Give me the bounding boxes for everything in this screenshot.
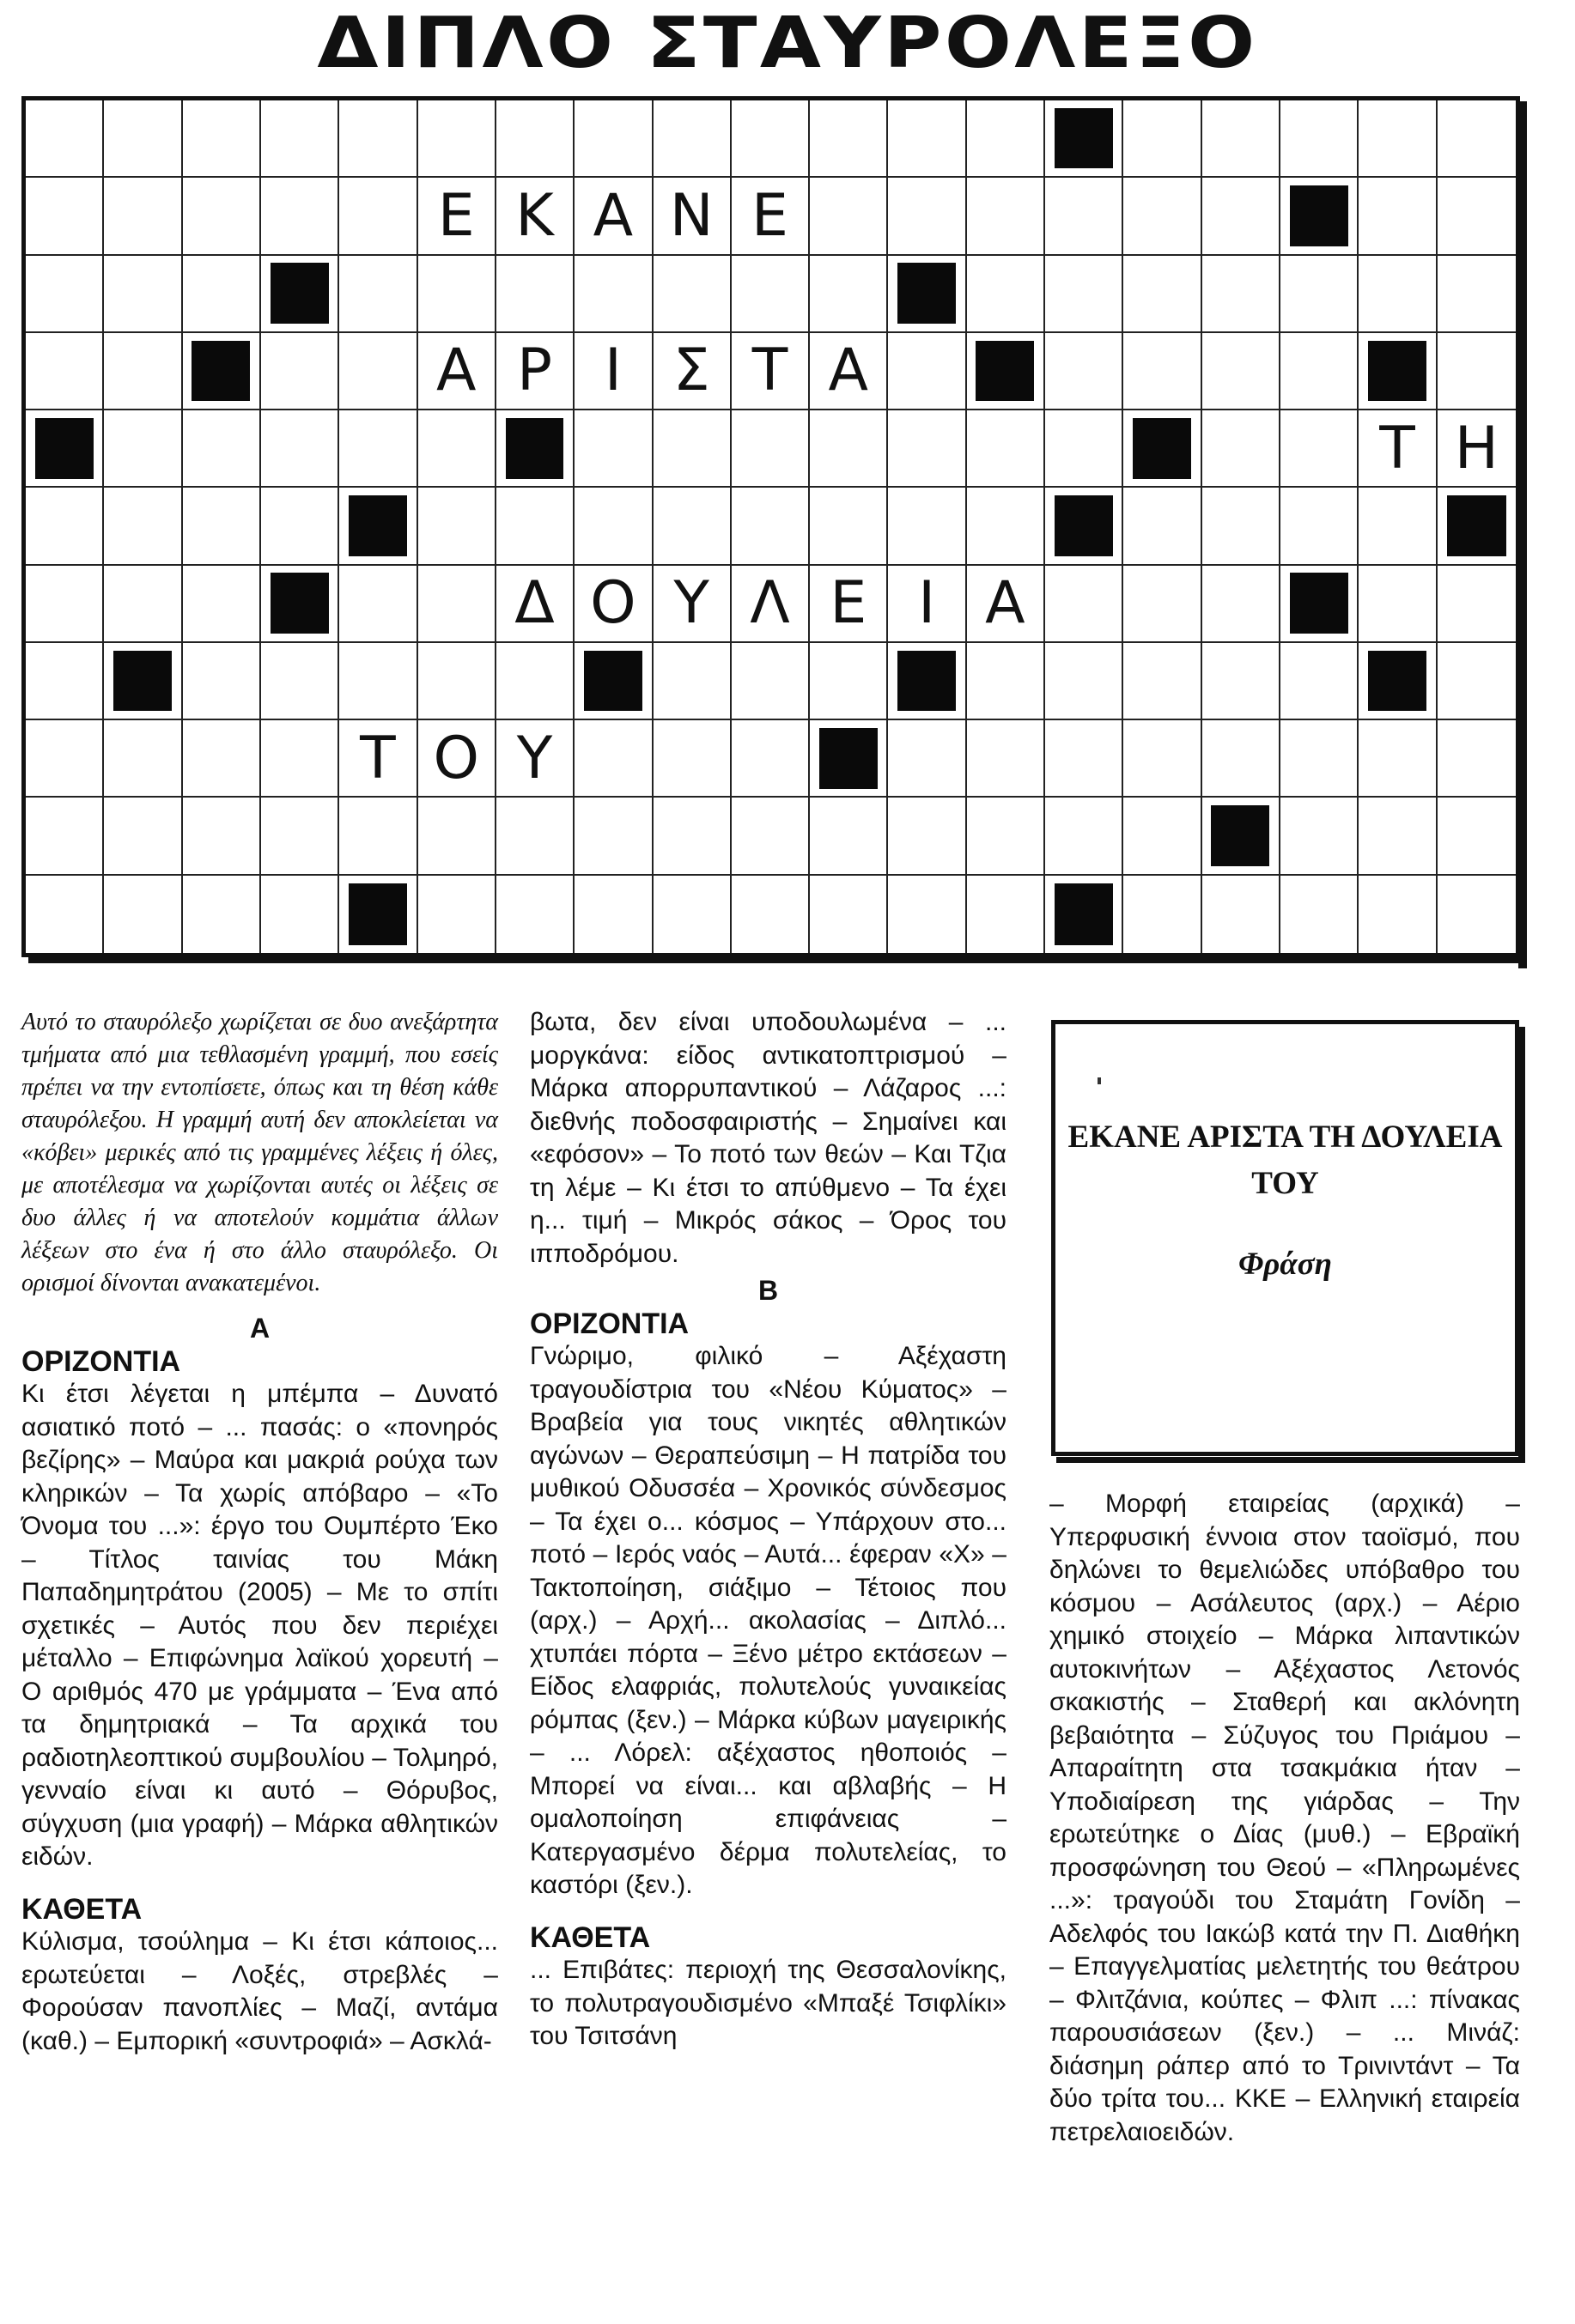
grid-cell bbox=[1123, 720, 1201, 798]
grid-cell bbox=[654, 100, 732, 178]
section-b-label: Β bbox=[757, 1275, 779, 1306]
grid-cell bbox=[888, 876, 966, 953]
grid-cell bbox=[26, 876, 104, 953]
grid-cell bbox=[1045, 256, 1123, 333]
grid-cell bbox=[261, 333, 339, 410]
grid-cell bbox=[1438, 100, 1516, 178]
grid-cell bbox=[104, 798, 182, 875]
grid-cell bbox=[183, 100, 261, 178]
grid-cell bbox=[654, 643, 732, 720]
grid-letter: Δ bbox=[514, 569, 555, 638]
grid-cell bbox=[1202, 100, 1280, 178]
grid-black-cell bbox=[339, 488, 417, 565]
grid-cell bbox=[654, 410, 732, 488]
section-b-vertical-clues: ... Επιβάτες: περιοχή της Θεσσαλονίκης, το πολυτραγουδισμένο «Μπαξέ Τσιφλίκι» του Τσιτσάνη bbox=[530, 1956, 1006, 2050]
grid-cell bbox=[183, 256, 261, 333]
grid-letter: Σ bbox=[672, 337, 710, 405]
grid-cell bbox=[339, 643, 417, 720]
grid-cell bbox=[1280, 410, 1359, 488]
grid-black-cell bbox=[1045, 100, 1123, 178]
grid-cell bbox=[1045, 798, 1123, 875]
grid-cell bbox=[104, 876, 182, 953]
grid-cell bbox=[967, 256, 1045, 333]
grid-cell bbox=[1045, 178, 1123, 255]
grid-black-cell bbox=[1359, 643, 1437, 720]
grid-cell bbox=[1359, 720, 1437, 798]
grid-cell bbox=[575, 178, 653, 255]
grid-cell bbox=[261, 798, 339, 875]
section-b-vertical-title: ΚΑΘΕΤΑ bbox=[530, 1920, 651, 1954]
crossword-grid bbox=[26, 100, 1516, 953]
grid-cell bbox=[1280, 256, 1359, 333]
grid-cell bbox=[1280, 100, 1359, 178]
grid-cell bbox=[418, 488, 496, 565]
grid-cell bbox=[1123, 488, 1201, 565]
grid-cell bbox=[1045, 566, 1123, 643]
section-a-label: Α bbox=[249, 1313, 271, 1344]
grid-cell bbox=[261, 720, 339, 798]
grid-cell bbox=[496, 720, 575, 798]
grid-cell bbox=[967, 643, 1045, 720]
col3-clues: – Μορφή εταιρείας (αρχικά) – Υπερφυσική έννοια στον ταοϊσμό, που δηλώνει το θεμελιώδες υπόβαθρο του κόσμου – Ασάλευτος (αρχ.) – Αέριο χημικό στοιχείο – Μάρκα λιπαντικών αυτοκινήτων – Αξέχαστος Λετονός σκακιστής – Σταθερή και ακλόνητη βεβαιότητα – Σύζυγος του Πριάμου – Απαραίτητη στα τσακμάκια ήταν – Υποδιαίρεση της γιάρδας – Την ερωτεύτηκε ο Δίας (μυθ.) – Εβραϊκή προσφώνηση του Θεού – «Πληρωμένες ...»: τραγούδι του Σταμάτη Γονίδη – Αδελφός του Ιακώβ κατά την Π. Διαθήκη – Επαγγελματίας μελετητής του θεάτρου – Φλιτζάνια, κούπες – Φλιπ ...: πίνακας παρουσιάσεων (ξεν.) – ... Μινάζ: διάσημη ράπερ από το Τρινιντάντ – Τα δύο τρίτα του... ΚΚΕ – Ελληνική εταιρεία πετρελαιοειδών. bbox=[1049, 1490, 1520, 2146]
grid-cell bbox=[1202, 256, 1280, 333]
grid-cell bbox=[732, 643, 810, 720]
grid-cell bbox=[1359, 798, 1437, 875]
grid-letter: Τ bbox=[751, 337, 788, 405]
grid-black-cell bbox=[183, 333, 261, 410]
grid-cell bbox=[1045, 333, 1123, 410]
grid-letter: Ν bbox=[669, 181, 714, 250]
column-3 bbox=[1049, 1488, 1520, 2149]
grid-cell bbox=[575, 488, 653, 565]
grid-black-cell bbox=[888, 256, 966, 333]
grid-cell bbox=[261, 410, 339, 488]
grid-cell bbox=[888, 488, 966, 565]
grid-cell bbox=[1202, 488, 1280, 565]
grid-cell bbox=[418, 178, 496, 255]
grid-cell bbox=[104, 410, 182, 488]
grid-cell bbox=[732, 256, 810, 333]
grid-cell bbox=[654, 798, 732, 875]
grid-cell bbox=[810, 256, 888, 333]
grid-cell bbox=[418, 410, 496, 488]
grid-cell bbox=[810, 410, 888, 488]
grid-cell bbox=[496, 256, 575, 333]
grid-cell bbox=[339, 410, 417, 488]
grid-cell bbox=[183, 566, 261, 643]
grid-cell bbox=[1280, 798, 1359, 875]
grid-cell bbox=[1123, 566, 1201, 643]
grid-cell bbox=[261, 876, 339, 953]
grid-cell bbox=[183, 488, 261, 565]
grid-cell bbox=[418, 720, 496, 798]
grid-cell bbox=[654, 720, 732, 798]
grid-black-cell bbox=[104, 643, 182, 720]
grid-cell bbox=[26, 100, 104, 178]
grid-cell bbox=[1359, 256, 1437, 333]
grid-cell bbox=[967, 798, 1045, 875]
grid-cell bbox=[183, 410, 261, 488]
grid-black-cell bbox=[1045, 876, 1123, 953]
grid-cell bbox=[104, 178, 182, 255]
grid-cell bbox=[1359, 876, 1437, 953]
grid-cell bbox=[1280, 643, 1359, 720]
grid-black-cell bbox=[1045, 488, 1123, 565]
grid-cell bbox=[1280, 720, 1359, 798]
grid-cell bbox=[418, 100, 496, 178]
grid-black-cell bbox=[967, 333, 1045, 410]
grid-cell bbox=[339, 100, 417, 178]
grid-letter: Ρ bbox=[517, 337, 553, 405]
grid-black-cell bbox=[1202, 798, 1280, 875]
grid-cell bbox=[26, 488, 104, 565]
grid-cell bbox=[183, 876, 261, 953]
grid-cell bbox=[496, 643, 575, 720]
grid-cell bbox=[261, 178, 339, 255]
grid-cell bbox=[418, 333, 496, 410]
grid-cell bbox=[810, 798, 888, 875]
grid-cell bbox=[261, 643, 339, 720]
grid-cell bbox=[967, 178, 1045, 255]
grid-letter: Ο bbox=[433, 724, 479, 792]
grid-cell bbox=[575, 333, 653, 410]
grid-cell bbox=[418, 876, 496, 953]
grid-cell bbox=[888, 798, 966, 875]
grid-cell bbox=[1359, 488, 1437, 565]
col2-continued-clues: βωτα, δεν είναι υποδουλωμένα – ... μοργκάνα: είδος αντικατοπτρισμού – Μάρκα απορρυπαντικού – Λάζαρος ...: διεθνής ποδοσφαιριστής – Σημαίνει και «εφόσον» – Το ποτό των θεών – Και Τζια τη λέμε – Κι έτσι το απύθμενο – Τα έχει η... τιμή – Μικρός σάκος – Όρος του ιπποδρόμου. bbox=[530, 1008, 1006, 1268]
grid-black-cell bbox=[1280, 178, 1359, 255]
grid-cell bbox=[654, 333, 732, 410]
grid-cell bbox=[1045, 410, 1123, 488]
grid-cell bbox=[732, 100, 810, 178]
grid-cell bbox=[810, 100, 888, 178]
answer-box-shadow bbox=[1518, 1027, 1525, 1461]
grid-cell bbox=[732, 488, 810, 565]
grid-cell bbox=[339, 333, 417, 410]
grid-black-cell bbox=[1280, 566, 1359, 643]
grid-cell bbox=[1202, 566, 1280, 643]
grid-cell bbox=[575, 798, 653, 875]
grid-cell bbox=[496, 178, 575, 255]
grid-cell bbox=[575, 720, 653, 798]
grid-cell bbox=[104, 720, 182, 798]
grid-cell bbox=[1359, 100, 1437, 178]
grid-cell bbox=[654, 488, 732, 565]
grid-cell bbox=[1202, 876, 1280, 953]
grid-letter: Υ bbox=[516, 724, 553, 792]
grid-cell bbox=[104, 100, 182, 178]
grid-cell bbox=[732, 720, 810, 798]
grid-letter: Κ bbox=[515, 181, 554, 250]
grid-cell bbox=[575, 876, 653, 953]
grid-cell bbox=[418, 643, 496, 720]
grid-cell bbox=[654, 178, 732, 255]
grid-cell bbox=[575, 256, 653, 333]
grid-cell bbox=[1438, 876, 1516, 953]
grid-cell bbox=[418, 256, 496, 333]
grid-cell bbox=[1202, 643, 1280, 720]
grid-letter: Ε bbox=[830, 569, 867, 638]
grid-black-cell bbox=[339, 876, 417, 953]
grid-cell bbox=[1438, 798, 1516, 875]
grid-cell bbox=[26, 720, 104, 798]
grid-cell bbox=[888, 566, 966, 643]
grid-cell bbox=[810, 566, 888, 643]
grid-cell bbox=[104, 488, 182, 565]
grid-cell bbox=[26, 256, 104, 333]
crossword-grid-frame bbox=[21, 96, 1520, 957]
grid-cell bbox=[1123, 643, 1201, 720]
grid-cell bbox=[104, 566, 182, 643]
grid-cell bbox=[1438, 256, 1516, 333]
grid-cell bbox=[654, 256, 732, 333]
grid-cell bbox=[496, 798, 575, 875]
grid-cell bbox=[26, 566, 104, 643]
grid-cell bbox=[26, 798, 104, 875]
grid-cell bbox=[104, 333, 182, 410]
answer-box-shadow bbox=[1056, 1457, 1525, 1463]
grid-black-cell bbox=[1359, 333, 1437, 410]
grid-cell bbox=[1045, 643, 1123, 720]
grid-cell bbox=[339, 178, 417, 255]
grid-cell bbox=[888, 178, 966, 255]
grid-letter: Τ bbox=[1379, 414, 1415, 482]
grid-cell bbox=[967, 720, 1045, 798]
grid-cell bbox=[183, 720, 261, 798]
grid-letter: Ε bbox=[751, 181, 788, 250]
grid-cell bbox=[1280, 488, 1359, 565]
grid-letter: Ι bbox=[918, 569, 936, 638]
grid-cell bbox=[654, 566, 732, 643]
page-title: ΔΙΠΛΟ ΣΤΑΥΡΟΛΕΞΟ bbox=[317, 3, 1258, 84]
grid-letter: Τ bbox=[360, 724, 396, 792]
grid-cell bbox=[1438, 643, 1516, 720]
grid-black-cell bbox=[261, 256, 339, 333]
grid-black-cell bbox=[496, 410, 575, 488]
grid-letter: Α bbox=[985, 569, 1025, 638]
grid-cell bbox=[810, 178, 888, 255]
grid-cell bbox=[26, 643, 104, 720]
grid-cell bbox=[1438, 720, 1516, 798]
grid-black-cell bbox=[575, 643, 653, 720]
section-a-horizontal-clues: Κι έτσι λέγεται η μπέμπα – Δυνατό ασιατικό ποτό – ... πασάς: ο «πονηρός βεζίρης» – Μαύρα και μακριά ρούχα των κληρικών – Τα χωρίς απόβαρο – «Το Όνομα του ...»: έργο του Ουμπέρτο Έκο – Τίτλος ταινίας του Μάκη Παπαδημητράτου (2005) – Με το σπίτι σχετικές – Αυτός που δεν περιέχει μέταλλο – Επιφώνημα λαϊκού χορευτή – Ο αριθμός 470 με γράμματα – Ένα από τα δημητριακά – Τα αρχικά του ραδιοτηλεοπτικού συμβουλίου – Τολμηρό, γενναίο είναι κι αυτό – Θόρυβος, σύγχυση (μια γραφή) – Μάρκα αθλητικών ειδών. bbox=[21, 1380, 498, 1871]
grid-cell bbox=[810, 333, 888, 410]
grid-cell bbox=[339, 720, 417, 798]
grid-letter: Η bbox=[1454, 414, 1499, 482]
grid-cell bbox=[888, 333, 966, 410]
grid-cell bbox=[26, 333, 104, 410]
grid-cell bbox=[1123, 798, 1201, 875]
grid-cell bbox=[1359, 178, 1437, 255]
grid-cell bbox=[1123, 333, 1201, 410]
grid-letter: Α bbox=[828, 337, 869, 405]
grid-letter: Α bbox=[593, 181, 634, 250]
section-a-vertical-title: ΚΑΘΕΤΑ bbox=[21, 1892, 143, 1926]
grid-cell bbox=[183, 643, 261, 720]
grid-cell bbox=[496, 488, 575, 565]
grid-letter: Ι bbox=[604, 337, 622, 405]
section-a-vertical-clues: Κύλισμα, τσούλημα – Κι έτσι κάποιος... ερωτεύεται – Λοξές, στρεβλές – Φορούσαν πανοπλίες – Μαζί, αντάμα (καθ.) – Εμπορική «συντροφιά» – Ασκλά- bbox=[21, 1927, 498, 2055]
grid-letter: Υ bbox=[673, 569, 709, 638]
grid-cell bbox=[339, 798, 417, 875]
grid-cell bbox=[1438, 410, 1516, 488]
grid-cell bbox=[261, 488, 339, 565]
grid-cell bbox=[183, 798, 261, 875]
answer-type: Φράση bbox=[1238, 1247, 1332, 1282]
column-1 bbox=[21, 1006, 498, 2058]
answer-box bbox=[1051, 1020, 1519, 1456]
grid-cell bbox=[1438, 178, 1516, 255]
grid-black-cell bbox=[810, 720, 888, 798]
grid-cell bbox=[888, 100, 966, 178]
grid-cell bbox=[732, 410, 810, 488]
grid-cell bbox=[1359, 410, 1437, 488]
grid-cell bbox=[1438, 333, 1516, 410]
grid-cell bbox=[732, 566, 810, 643]
grid-cell bbox=[1123, 100, 1201, 178]
ink-mark bbox=[1098, 1077, 1101, 1084]
grid-letter: Α bbox=[435, 337, 477, 405]
grid-black-cell bbox=[26, 410, 104, 488]
grid-cell bbox=[1438, 566, 1516, 643]
grid-cell bbox=[810, 488, 888, 565]
grid-cell bbox=[575, 410, 653, 488]
grid-black-cell bbox=[1123, 410, 1201, 488]
grid-cell bbox=[732, 876, 810, 953]
grid-cell bbox=[339, 566, 417, 643]
grid-cell bbox=[26, 178, 104, 255]
grid-cell bbox=[1045, 720, 1123, 798]
intro-text: Αυτό το σταυρόλεξο χωρίζεται σε δυο ανεξάρτητα τμήματα από μια τεθλασμένη γραμμή, που εσείς πρέπει να την εντοπίσετε, όπως και τη θέση κάθε σταυρόλεξου. Η γραμμή αυτή δεν αποκλείεται να «κόβει» μερικές από τις γραμμένες λέξεις ή όλες, με αποτέλεσμα να χωρίζονται αυτές οι λέξεις σε δυο άλλες ή να αποτελούν κομμάτια άλλων λέξεων στο ένα ή στο άλλο σταυρόλεξο. Οι ορισμοί δίνονται ανακατεμένοι. bbox=[21, 1009, 498, 1296]
grid-cell bbox=[104, 256, 182, 333]
grid-cell bbox=[654, 876, 732, 953]
grid-cell bbox=[418, 798, 496, 875]
column-2 bbox=[530, 1006, 1006, 2054]
grid-cell bbox=[1280, 333, 1359, 410]
grid-cell bbox=[810, 643, 888, 720]
grid-black-cell bbox=[261, 566, 339, 643]
grid-cell bbox=[810, 876, 888, 953]
grid-cell bbox=[1202, 178, 1280, 255]
grid-cell bbox=[732, 178, 810, 255]
answer-phrase: ΕΚΑΝΕ ΑΡΙΣΤΑ ΤΗ ΔΟΥΛΕΙΑ ΤΟΥ bbox=[1067, 1120, 1503, 1201]
grid-cell bbox=[1202, 333, 1280, 410]
grid-cell bbox=[339, 256, 417, 333]
grid-cell bbox=[888, 410, 966, 488]
grid-letter: Ο bbox=[590, 569, 636, 638]
grid-cell bbox=[967, 100, 1045, 178]
grid-cell bbox=[575, 566, 653, 643]
grid-cell bbox=[1359, 566, 1437, 643]
section-b-horizontal-title: ΟΡΙΖΟΝΤΙΑ bbox=[530, 1307, 690, 1340]
grid-cell bbox=[575, 100, 653, 178]
grid-cell bbox=[1123, 256, 1201, 333]
grid-letter: Ε bbox=[437, 181, 475, 250]
grid-cell bbox=[496, 100, 575, 178]
grid-cell bbox=[967, 488, 1045, 565]
grid-cell bbox=[1123, 876, 1201, 953]
grid-cell bbox=[496, 566, 575, 643]
grid-cell bbox=[1202, 720, 1280, 798]
section-b-horizontal-clues: Γνώριμο, φιλικό – Αξέχαστη τραγουδίστρια του «Νέου Κύματος» – Βραβεία για τους νικητές αθλητικών αγώνων – Θεραπεύσιμη – Η πατρίδα του μυθικού Οδυσσέα – Χρονικός σύνδεσμος – Τα έχει ο... κόσμος – Υπάρχουν στο... ποτό – Ιερός ναός – Αυτά... έφεραν «Χ» – Τακτοποίηση, σιάξιμο – Τέτοιος που (αρχ.) – Αρχή... ακολασίας – Διπλό... χτυπάει πόρτα – Ξένο μέτρο εκτάσεων – Είδος ελαφριάς, πολυτελούς γυναικείας ρόμπας (ξεν.) – Μάρκα κύβων μαγειρικής – ... Λόρελ: αξέχαστος ηθοποιός – Μπορεί να είναι... και αβλαβής – Η ομαλοποίηση επιφάνειας – Κατεργασμένο δέρμα πολυτελείας, το καστόρι (ξεν.). bbox=[530, 1342, 1006, 1899]
grid-cell bbox=[888, 720, 966, 798]
grid-cell bbox=[261, 100, 339, 178]
grid-cell bbox=[967, 410, 1045, 488]
grid-cell bbox=[1123, 178, 1201, 255]
grid-cell bbox=[183, 178, 261, 255]
grid-letter: Λ bbox=[750, 569, 790, 638]
grid-cell bbox=[1202, 410, 1280, 488]
grid-cell bbox=[1280, 876, 1359, 953]
grid-cell bbox=[418, 566, 496, 643]
grid-cell bbox=[732, 333, 810, 410]
grid-cell bbox=[967, 566, 1045, 643]
grid-black-cell bbox=[1438, 488, 1516, 565]
grid-cell bbox=[496, 876, 575, 953]
grid-cell bbox=[732, 798, 810, 875]
section-a-horizontal-title: ΟΡΙΖΟΝΤΙΑ bbox=[21, 1344, 181, 1378]
grid-black-cell bbox=[888, 643, 966, 720]
grid-cell bbox=[967, 876, 1045, 953]
grid-cell bbox=[496, 333, 575, 410]
